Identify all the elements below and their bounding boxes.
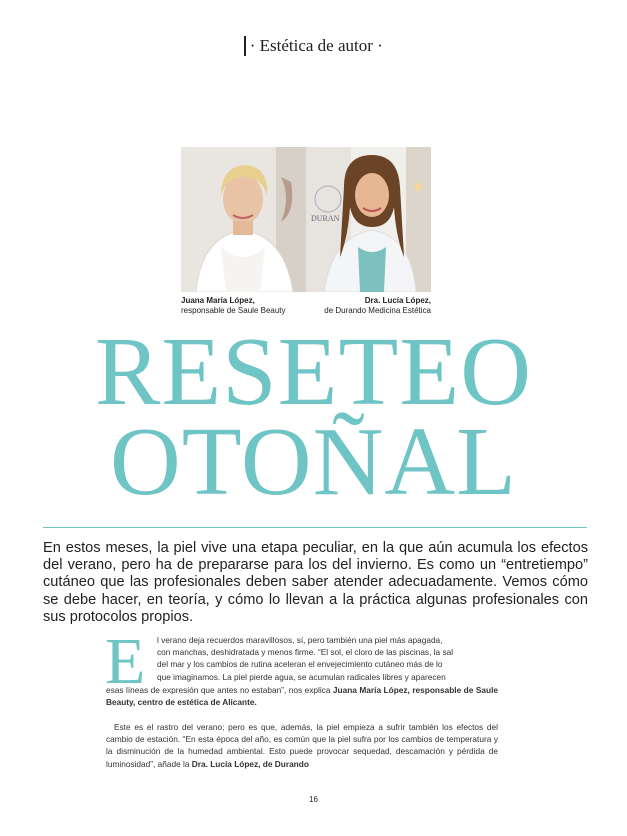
body-p2 xyxy=(106,721,498,770)
caption-left-name: Juana María López, xyxy=(181,296,255,305)
body-p1-lines xyxy=(157,634,498,683)
caption-right xyxy=(300,296,431,316)
title-divider xyxy=(43,527,587,528)
section-header xyxy=(0,36,627,56)
body-line: l verano deja recuerdos maravillosos, sí, pero también una piel más apagada, xyxy=(157,635,443,645)
body-p2-text: Este es el rastro del verano; pero es que, además, la piel empieza a sufrir también los efectos del cambio de estación. “En esta época del año, es común que la piel sufra por los cambios de temperatura y la disminución de la humedad ambiental. Esto puede provocar sequedad, descamación y pérdida de luminosidad”, añade la xyxy=(106,722,498,769)
caption-right-role: de Durando Medicina Estética xyxy=(324,306,431,315)
lead-paragraph: En estos meses, la piel vive una etapa peculiar, en la que aún acumula los efectos del verano, pero ha de prepararse para los del invierno. Es como un “entretiempo” cutáneo que las profesionales deben saber atender adecuadamente. Vemos cómo se debe hacer, en teoría, y cómo lo llevan a la práctica algunas profesionales con sus protocolos propios. xyxy=(43,540,588,625)
photo-juana-maria-lopez xyxy=(181,147,306,292)
body-line: que imaginamos. La piel pierde agua, se acumulan radicales libres y aparecen xyxy=(157,671,446,682)
body-p1-bold: Juana María López, responsable de Saule Beauty, centro de estética de Alicante. xyxy=(106,685,498,708)
body-line: del mar y los cambios de rutina aceleran el envejecimiento cutáneo más de lo xyxy=(157,659,443,670)
caption-right-name: Dra. Lucía López, xyxy=(364,296,431,305)
photo-lucia-lopez xyxy=(306,147,431,292)
title-line-1: RESETEO xyxy=(94,318,533,426)
body-p1-tail-text: esas líneas de expresión que antes no estaban”, nos explica xyxy=(106,685,333,695)
body-p2-bold: Dra. Lucía López, de Durando xyxy=(191,758,309,769)
durando-logo-text: DURAN xyxy=(311,214,340,223)
photos xyxy=(181,147,431,292)
header-bar xyxy=(244,36,246,56)
body-line: con manchas, deshidratada y menos firme. “El sol, el cloro de las piscinas, la sal xyxy=(157,647,454,658)
caption-left-role: responsable de Saule Beauty xyxy=(181,306,286,315)
body-p1-tail xyxy=(106,684,498,708)
dropcap: E xyxy=(105,625,146,698)
caption-left xyxy=(181,296,306,316)
title-line-2: OTOÑAL xyxy=(109,408,518,516)
page-number: 16 xyxy=(309,795,318,804)
section-title: · Estética de autor · xyxy=(249,36,383,55)
